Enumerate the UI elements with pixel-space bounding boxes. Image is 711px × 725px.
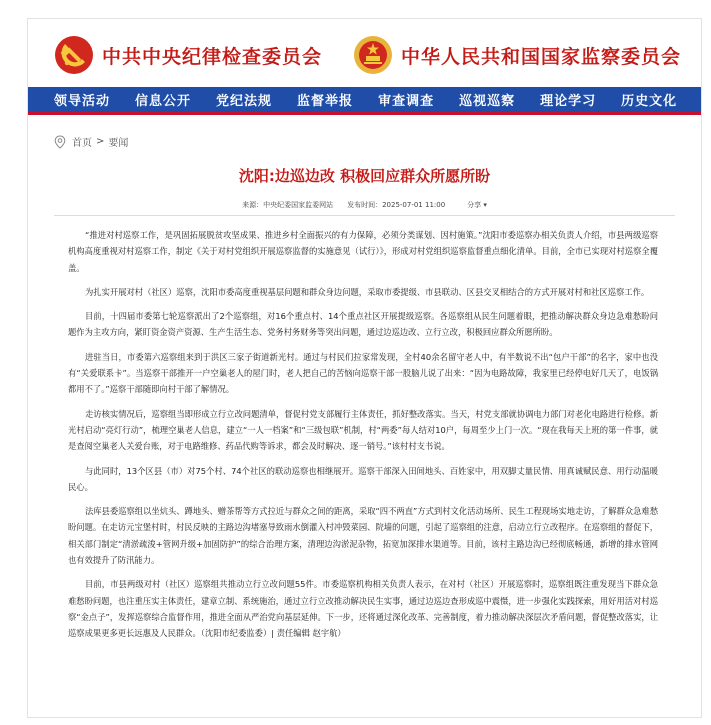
nav-item-report[interactable]: 监督举报 xyxy=(297,94,354,109)
org-name-left: 中共中央纪律检查委员会 xyxy=(102,45,323,68)
nav-item-leadership[interactable]: 领导活动 xyxy=(54,94,111,109)
article-paragraph: 目前，市县两级对村（社区）巡察组共推动立行立改问题55件。市委巡察机构相关负责人表示，在对村（社区）开展巡察时，巡察组既注重发现当下群众急难愁盼问题，也注重压实主体责任，建章立制、系统施治，通过立行立改推动解决民生实事，通过边巡边查形成巡中震慑，进一步强化实践探索，用好用活对村巡察“金点子”，发挥巡察综合监督作用，推进全面从严治党向基层延伸。下一步，还将通过深化改革、完善制度，着力推动解决深层次矛盾问题，督促整改落实，让巡察成果更多更长远惠及人民群众。（沈阳市纪委监委）| 责任编辑 赵宇航） xyxy=(68,579,658,639)
nav-item-theory[interactable]: 理论学习 xyxy=(540,94,597,109)
breadcrumb-separator: > xyxy=(96,136,105,147)
article-paragraph: 走访核实情况后，巡察组当即形成立行立改问题清单，督促村党支部履行主体责任，抓好整改落实。当天，村党支部就协调电力部门对老化电路进行检修。新光村启动“亮灯行动”，梳理空巢老人信息，建立“一人一档案”和“三级包联”机制，村“两委”每人结对10户，每周至少上门一次。“现在我每天上班的第一件事，就是查阅空巢老人关爱台账，对于电路维修、药品代购等诉求，都会及时解决、逐一销号。”该村村支书说。 xyxy=(68,408,658,452)
national-emblem-icon xyxy=(353,35,393,75)
source-value: 中央纪委国家监委网站 xyxy=(263,201,334,209)
page-frame xyxy=(27,18,702,718)
article-paragraph: 与此同时，13个区县（市）对75个村、74个社区的联动巡察也相继展开。巡察干部深入田间地头、百姓家中，用双脚丈量民情、用真诚赋民意、用行动温暖民心。 xyxy=(68,465,658,492)
publish-time-value: 2025-07-01 11:00 xyxy=(382,201,446,209)
breadcrumb-home-link[interactable]: 首页 xyxy=(72,138,92,149)
party-emblem-icon xyxy=(54,35,94,75)
brand-ccdi[interactable] xyxy=(54,35,322,75)
article-body xyxy=(68,227,658,650)
nav-item-regulations[interactable]: 党纪法规 xyxy=(216,94,273,109)
nav-item-inspection[interactable]: 巡视巡察 xyxy=(459,94,516,109)
source-label: 来源： xyxy=(242,201,264,209)
breadcrumb xyxy=(54,134,128,149)
nav-item-info[interactable]: 信息公开 xyxy=(135,94,192,109)
article-paragraph: 目前，十四届市委第七轮巡察派出了2个巡察组，对16个重点村、14个重点社区开展提级巡察。各巡察组从民生问题着眼，把推动解决群众身边急难愁盼问题作为主攻方向，紧盯资金资产资源、生产生活生态、党务村务财务等突出问题，通过边巡边改、立行立改，积极回应群众所愿所盼。 xyxy=(68,311,658,338)
article-paragraph: “推进对村巡察工作，是巩固拓展脱贫攻坚成果、推进乡村全面振兴的有力保障，必须分类谋划、因村施策。”沈阳市委巡察办相关负责人介绍，市县两级巡察机构高度重视对村巡察工作，制定《关于对村党组织开展巡察监督的实施意见（试行）》，形成对村党组织巡察监督重点细化清单。目前，全市已实现对村巡察全覆盖。 xyxy=(68,230,658,273)
share-button[interactable] xyxy=(467,200,487,210)
article-title: 沈阳:边巡边改 积极回应群众所愿所盼 xyxy=(238,167,491,185)
share-label: 分享 xyxy=(467,201,482,209)
article-paragraph: 为扎实开展对村（社区）巡察，沈阳市委高度重视基层问题和群众身边问题，采取市委提级、市县联动、区县交叉相结合的方式开展对村和社区巡察工作。 xyxy=(85,286,650,297)
site-banner xyxy=(28,19,701,87)
article-meta xyxy=(28,200,701,210)
main-nav xyxy=(28,87,701,115)
nav-item-investigation[interactable]: 审查调查 xyxy=(378,94,435,109)
brand-nsc[interactable] xyxy=(353,35,681,75)
location-pin-icon xyxy=(54,135,66,149)
article-paragraph: 进驻当日，市委第六巡察组来到于洪区三家子街道新光村。通过与村民们拉家常发现，全村40余名留守老人中，有半数说不出“包户干部”的名字，家中也没有“关爱联系卡”。当巡察干部推开一户空巢老人的屋门时，老人把自己的苦恼向巡察干部一股脑儿说了出来：“因为电路故障，我家里已经停电好几天了，电饭锅都用不了。”巡察干部随即向村干部了解情况。 xyxy=(68,351,658,395)
breadcrumb-current[interactable]: 要闻 xyxy=(108,138,129,149)
article-paragraph: 法库县委巡察组以坐炕头、蹲地头、赠茶帮等方式拉近与群众之间的距离，采取“四不两直”方式到村文化活动场所、民生工程现场实地走访，了解群众急难愁盼问题。在走访元宝堡村时，村民反映的主路边沟堵塞导致雨水倒灌入村冲毁菜园、院墙的问题，引起了巡察组的注意，启动立行立改程序。在巡察组的督促下，相关部门制定“清淤疏浚+管网升级+加固防护”的综合治理方案，清理边沟淤泥杂物，拓宽加深排水渠道等。目前，该村主路边沟已经彻底畅通，新增的排水管网也有效提升了防汛能力。 xyxy=(68,506,658,566)
title-divider xyxy=(54,215,675,216)
chevron-down-icon: ▾ xyxy=(483,201,487,209)
publish-time-label: 发布时间： xyxy=(347,201,383,209)
org-name-right: 中华人民共和国国家监察委员会 xyxy=(401,45,682,68)
nav-item-history[interactable]: 历史文化 xyxy=(621,94,678,109)
